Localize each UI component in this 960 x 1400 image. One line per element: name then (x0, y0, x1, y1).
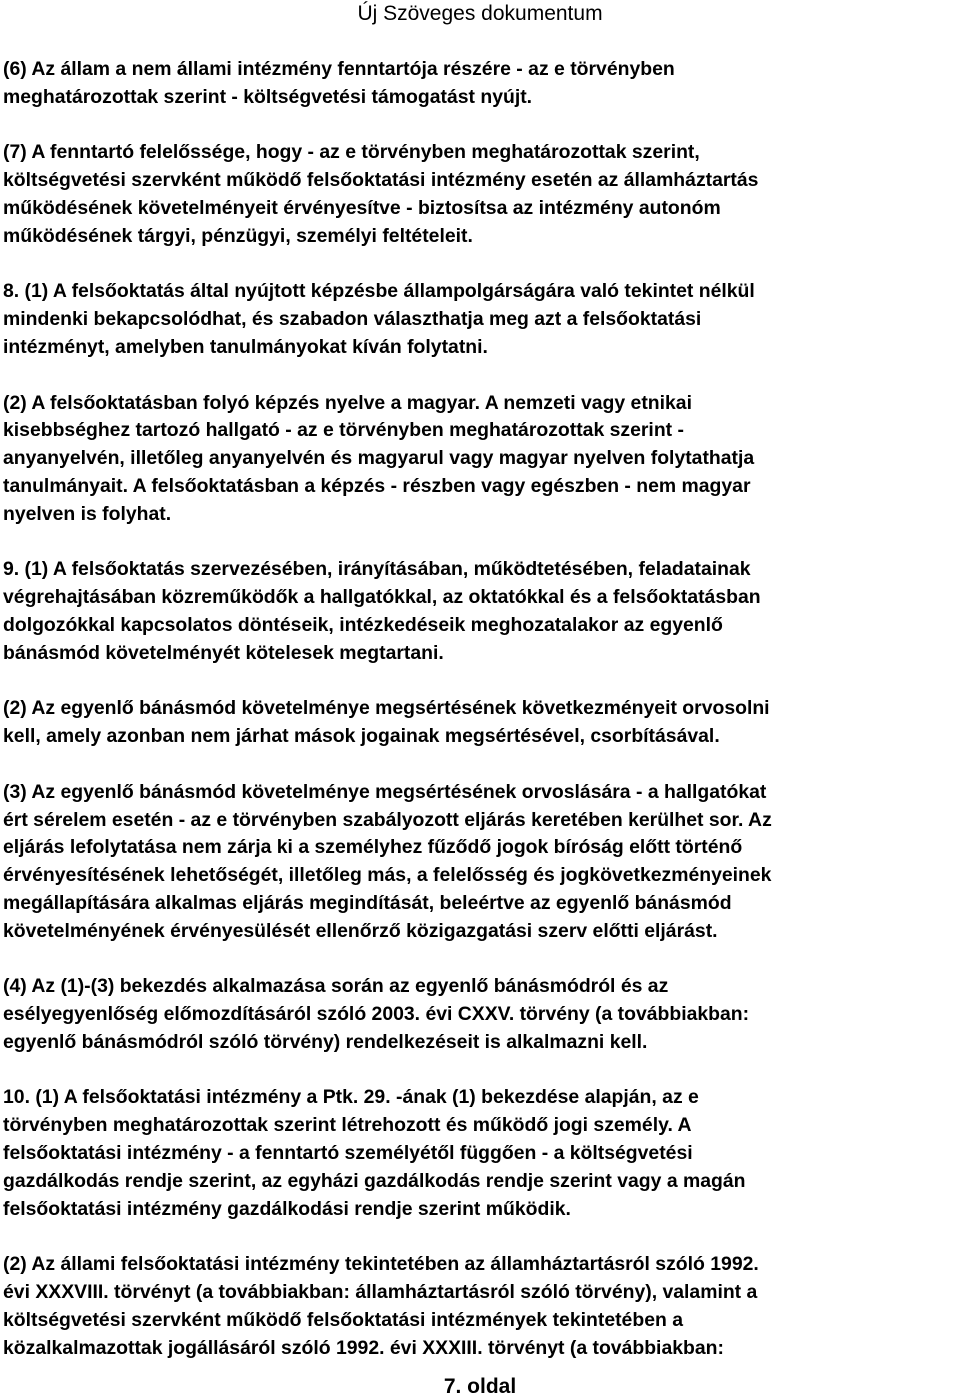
text-line: anyanyelvén, illetőleg anyanyelvén és magyarul vagy magyar nyelven folytathatja (3, 447, 755, 470)
section-8-paragraph-2 (3, 390, 957, 529)
section-9-paragraph-2 (3, 695, 957, 751)
document-title: Új Szöveges dokumentum (357, 2, 603, 25)
text-line: megállapítására alkalmas eljárás megindítását, beleértve az egyenlő bánásmód (3, 891, 732, 914)
text-line: dolgozókkal kapcsolatos döntéseik, intézkedéseik meghozatalakor az egyenlő (3, 613, 723, 636)
text-line: gazdálkodás rendje szerint, az egyházi gazdálkodás rendje szerint vagy a magán (3, 1169, 746, 1192)
text-line: törvényben meghatározottak szerint létrehozott és működő jogi személy. A (3, 1114, 692, 1137)
text-line: évi XXXVIII. törvényt (a továbbiakban: államháztartásról szóló törvény), valamint a (3, 1281, 758, 1304)
text-line: 9. (1) A felsőoktatás szervezésében, irányításában, működtetésében, feladatainak (3, 558, 751, 581)
text-line: kisebbséghez tartozó hallgató - az e törvényben meghatározottak szerint - (3, 419, 684, 442)
section-10-paragraph-2 (3, 1251, 957, 1362)
text-line: meghatározottak szerint - költségvetési támogatást nyújt. (3, 85, 533, 108)
text-line: működésének követelményeit érvényesítve - biztosítsa az intézmény autonóm (3, 196, 721, 219)
section-10-paragraph-1 (3, 1084, 957, 1223)
paragraph-7 (3, 139, 957, 250)
text-line: költségvetési szervként működő felsőoktatási intézmény esetén az államháztartás (3, 169, 759, 192)
section-8-paragraph-1 (3, 278, 957, 361)
text-line: (7) A fenntartó felelőssége, hogy - az e törvényben meghatározottak szerint, (3, 141, 700, 164)
document-body (3, 56, 957, 1390)
text-line: nyelven is folyhat. (3, 502, 172, 525)
section-9-paragraph-1 (3, 556, 957, 667)
text-line: kell, amely azonban nem járhat mások jogainak megsértésével, csorbításával. (3, 725, 720, 748)
text-line: (4) Az (1)-(3) bekezdés alkalmazása során az egyenlő bánásmódról és az (3, 975, 669, 998)
section-9-paragraph-4 (3, 973, 957, 1056)
text-line: (2) Az egyenlő bánásmód követelménye megsértésének következményeit orvosolni (3, 697, 770, 720)
text-line: mindenki bekapcsolódhat, és szabadon választhatja meg azt a felsőoktatási (3, 308, 702, 331)
text-line: érvényesítésének lehetőségét, illetőleg más, a felelősség és jogkövetkezményeinek (3, 864, 772, 887)
text-line: (2) Az állami felsőoktatási intézmény tekintetében az államháztartásról szóló 1992. (3, 1253, 759, 1276)
text-line: (3) Az egyenlő bánásmód követelménye megsértésének orvoslására - a hallgatókat (3, 780, 767, 803)
text-line: felsőoktatási intézmény - a fenntartó személyétől függően - a költségvetési (3, 1142, 693, 1165)
text-line: esélyegyenlőség előmozdításáról szóló 2003. évi CXXV. törvény (a továbbiakban: (3, 1003, 750, 1026)
text-line: egyenlő bánásmódról szóló törvény) rendelkezéseit is alkalmazni kell. (3, 1030, 648, 1053)
paragraph-6 (3, 56, 957, 112)
text-line: eljárás lefolytatása nem zárja ki a személyhez fűződő jogok bíróság előtt történő (3, 836, 743, 859)
text-line: ért sérelem esetén - az e törvényben szabályozott eljárás keretében kerülhet sor. Az (3, 808, 772, 831)
text-line: 8. (1) A felsőoktatás által nyújtott képzésbe állampolgárságára való tekintet nélkül (3, 280, 755, 303)
text-line: költségvetési szervként működő felsőoktatási intézmények tekintetében a (3, 1308, 683, 1331)
text-line: közalkalmazottak jogállásáról szóló 1992. évi XXXIII. törvényt (a továbbiakban: (3, 1336, 724, 1359)
text-line: tanulmányait. A felsőoktatásban a képzés - részben vagy egészben - nem magyar (3, 474, 751, 497)
text-line: felsőoktatási intézmény gazdálkodási rendje szerint működik. (3, 1197, 571, 1220)
text-line: (6) Az állam a nem állami intézmény fenntartója részére - az e törvényben (3, 58, 675, 80)
text-line: végrehajtásában közreműködők a hallgatókkal, az oktatókkal és a felsőoktatásban (3, 586, 761, 609)
text-line: intézményt, amelyben tanulmányokat kíván folytatni. (3, 335, 488, 358)
text-line: működésének tárgyi, pénzügyi, személyi feltételeit. (3, 224, 473, 247)
section-9-paragraph-3 (3, 779, 957, 946)
text-line: 10. (1) A felsőoktatási intézmény a Ptk. 29. -ának (1) bekezdése alapján, az e (3, 1086, 699, 1109)
text-line: bánásmód követelményét kötelesek megtartani. (3, 641, 444, 664)
page-number: 7. oldal (443, 1375, 517, 1398)
text-line: követelményének érvényesülését ellenőrző közigazgatási szerv előtti eljárást. (3, 919, 718, 942)
text-line: (2) A felsőoktatásban folyó képzés nyelve a magyar. A nemzeti vagy etnikai (3, 391, 692, 414)
